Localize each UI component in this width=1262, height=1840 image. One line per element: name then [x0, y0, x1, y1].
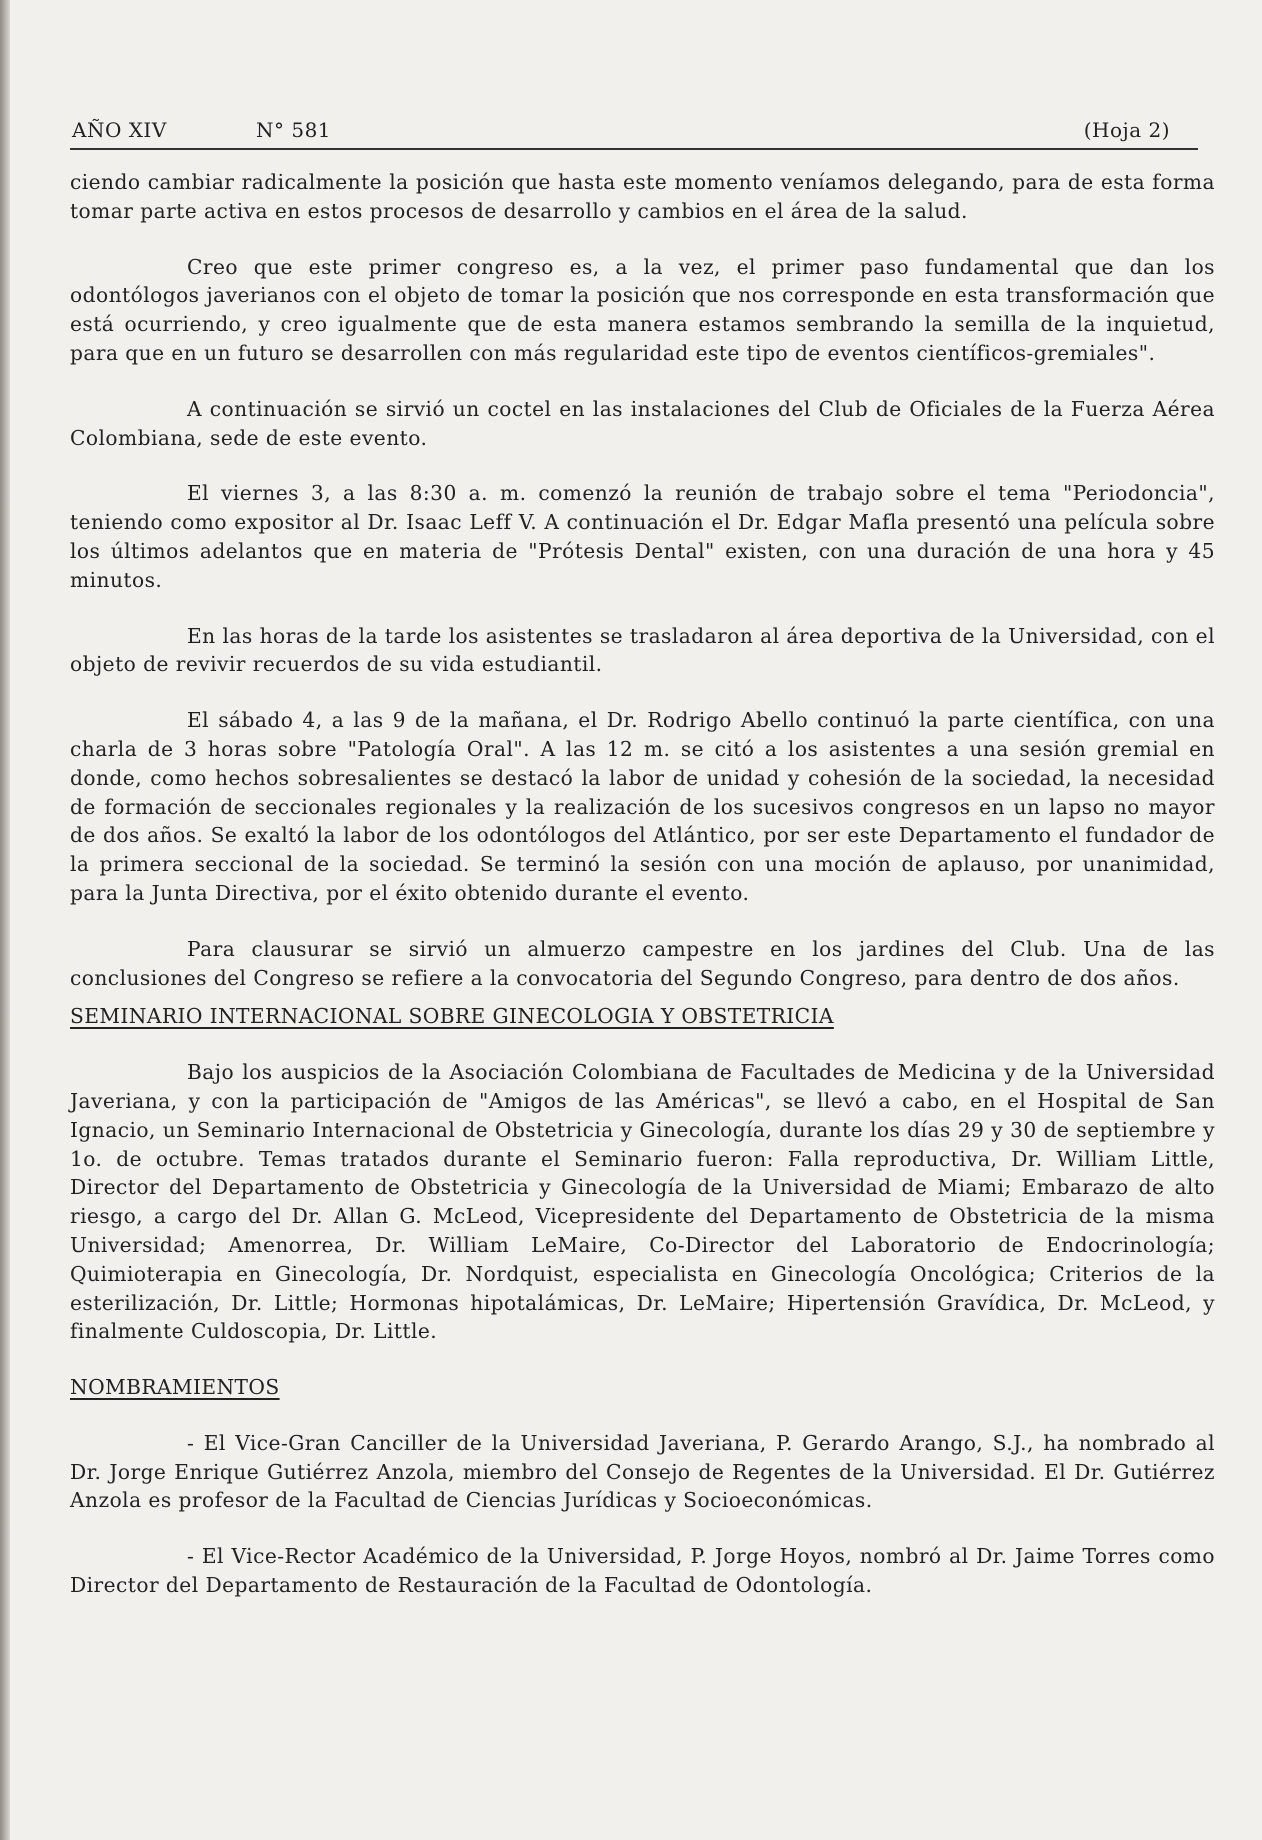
page-binding-edge	[0, 0, 10, 1840]
page-header	[70, 118, 1198, 150]
paragraph-afternoon: En las horas de la tarde los asistentes se trasladaron al área deportiva de la Universidad, con el objeto de revivir recuerdos de su vida estudiantil.	[70, 623, 1215, 677]
appointment-item: - El Vice-Gran Canciller de la Universidad Javeriana, P. Gerardo Arango, S.J., ha nombrado al Dr. Jorge Enrique Gutiérrez Anzola, miembro del Consejo de Regentes de la Universidad. El Dr. Gutiérrez Anzola es profesor de la Facultad de Ciencias Jurídicas y Socioeconómicas.	[70, 1430, 1215, 1513]
header-rule	[70, 148, 1198, 150]
paragraph-quote: Creo que este primer congreso es, a la vez, el primer paso fundamental que dan los odontólogos javerianos con el objeto de tomar la posición que nos corresponde en esta transformación que está ocurriendo, y creo igualmente que de esta manera estamos sembrando la semilla de la inquietud, para que en un futuro se desarrollen con más regularidad este tipo de eventos científicos-gremiales".	[70, 254, 1215, 365]
seminar-heading: SEMINARIO INTERNACIONAL SOBRE GINECOLOGIA Y OBSTETRICIA	[70, 1004, 834, 1029]
paragraph-closing: Para clausurar se sirvió un almuerzo campestre en los jardines del Club. Una de las conclusiones del Congreso se refiere a la convocatoria del Segundo Congreso, para dentro de dos años.	[70, 936, 1215, 990]
seminar-paragraph: Bajo los auspicios de la Asociación Colombiana de Facultades de Medicina y de la Universidad Javeriana, y con la participación de "Amigos de las Américas", se llevó a cabo, en el Hospital de San Ignacio, un Seminario Internacional de Obstetricia y Ginecología, durante los días 29 y 30 de septiembre y 1o. de octubre. Temas tratados durante el Seminario fueron: Falla reproductiva, Dr. William Little, Director del Departamento de Obstetricia y Ginecología de la Universidad de Miami; Embarazo de alto riesgo, a cargo del Dr. Allan G. McLeod, Vicepresidente del Departamento de Obstetricia de la misma Universidad; Amenorrea, Dr. William LeMaire, Co-Director del Laboratorio de Endocrinología; Quimioterapia en Ginecología, Dr. Nordquist, especialista en Ginecología Oncológica; Criterios de la esterilización, Dr. Little; Hormonas hipotalámicas, Dr. LeMaire; Hipertensión Gravídica, Dr. McLeod, y finalmente Culdoscopia, Dr. Little.	[70, 1060, 1215, 1344]
appointment-item: - El Vice-Rector Académico de la Universidad, P. Jorge Hoyos, nombró al Dr. Jaime Torres como Director del Departamento de Restauración de la Facultad de Odontología.	[70, 1544, 1215, 1598]
issue-year: AÑO XIV	[72, 118, 167, 142]
paragraph-continuation: ciendo cambiar radicalmente la posición que hasta este momento veníamos delegando, para de esta forma tomar parte activa en estos procesos de desarrollo y cambios en el área de la salud.	[70, 170, 1215, 223]
issue-number: N° 581	[256, 118, 332, 142]
paragraph-coctel: A continuación se sirvió un coctel en las instalaciones del Club de Oficiales de la Fuerza Aérea Colombiana, sede de este evento.	[70, 396, 1215, 450]
article-body	[70, 168, 1215, 1600]
paragraph-friday: El viernes 3, a las 8:30 a. m. comenzó la reunión de trabajo sobre el tema "Periodoncia", teniendo como expositor al Dr. Isaac Leff V. A continuación el Dr. Edgar Mafla presentó una película sobre los últimos adelantos que en materia de "Prótesis Dental" existen, con una duración de una hora y 45 minutos.	[70, 481, 1215, 592]
sheet-number: (Hoja 2)	[1083, 118, 1170, 142]
paragraph-saturday: El sábado 4, a las 9 de la mañana, el Dr. Rodrigo Abello continuó la parte científica, con una charla de 3 horas sobre "Patología Oral". A las 12 m. se citó a los asistentes a una sesión gremial en donde, como hechos sobresalientes se destacó la labor de unidad y cohesión de la sociedad, la necesidad de formación de seccionales regionales y la realización de los sucesivos congresos en un lapso no mayor de dos años. Se exaltó la labor de los odontólogos del Atlántico, por ser este Departamento el fundador de la primera seccional de la sociedad. Se terminó la sesión con una moción de aplauso, por unanimidad, para la Junta Directiva, por el éxito obtenido durante el evento.	[70, 708, 1215, 905]
appointments-heading: NOMBRAMIENTOS	[70, 1375, 280, 1400]
